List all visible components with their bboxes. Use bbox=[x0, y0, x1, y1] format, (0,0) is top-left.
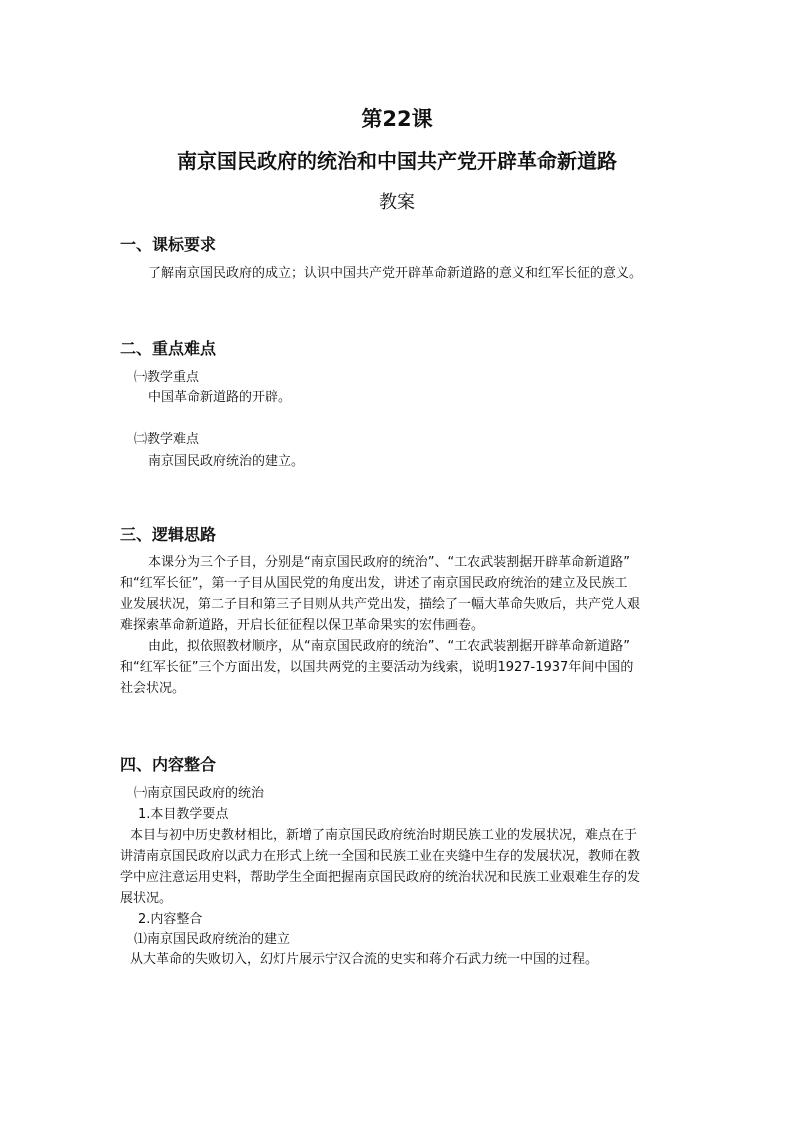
paragraph-line: 和“红军长征”三个方面出发，以国共两党的主要活动为线索，说明1927-1937年间中国的 bbox=[120, 660, 634, 675]
subheading-key-points: ㈠教学重点 bbox=[134, 370, 200, 385]
paragraph-line: 业发展状况，第二子目和第三子目则从共产党出发，描绘了一幅大革命失败后，共产党人艰 bbox=[120, 597, 641, 612]
subheading-difficult-points: ㈡教学难点 bbox=[134, 432, 200, 447]
subheading-nanjing-rule: ㈠南京国民政府的统治 bbox=[134, 786, 265, 801]
page-title: 南京国民政府的统治和中国共产党开辟革命新道路 bbox=[177, 149, 617, 173]
content-paragraph-1 bbox=[120, 825, 676, 909]
section-heading-1: 一、课标要求 bbox=[120, 235, 217, 254]
lesson-number: 第22课 bbox=[361, 107, 433, 131]
paragraph-line: 难探索革命新道路，开启长征征程以保卫革命果实的宏伟画卷。 bbox=[120, 618, 485, 633]
page-subtitle: 教案 bbox=[379, 192, 415, 213]
logic-paragraph-1 bbox=[120, 552, 676, 636]
paragraph-line: 和“红军长征”，第一子目从国民党的角度出发，讲述了南京国民政府统治的建立及民族工 bbox=[120, 576, 628, 591]
item-government-establishment: ⑴南京国民政府统治的建立 bbox=[134, 932, 291, 947]
key-points-text: 中国革命新道路的开辟。 bbox=[148, 390, 292, 405]
paragraph-line: 本课分为三个子目，分别是“南京国民政府的统治”、“工农武装割据开辟革命新道路” bbox=[148, 555, 630, 570]
paragraph-line: 由此，拟依照教材顺序，从“南京国民政府的统治”、“工农武装割据开辟革命新道路” bbox=[148, 639, 630, 654]
paragraph-line: 本目与初中历史教材相比，新增了南京国民政府统治时期民族工业的发展状况，难点在于 bbox=[130, 828, 638, 843]
section-heading-4: 四、内容整合 bbox=[120, 755, 217, 774]
logic-paragraph-2 bbox=[120, 636, 676, 699]
section-heading-3: 三、逻辑思路 bbox=[120, 525, 217, 544]
difficult-points-text: 南京国民政府统治的建立。 bbox=[148, 454, 305, 469]
paragraph-line: 展状况。 bbox=[120, 891, 173, 906]
section-1-text: 了解南京国民政府的成立；认识中国共产党开辟革命新道路的意义和红军长征的意义。 bbox=[148, 266, 643, 281]
paragraph-line: 讲清南京国民政府以武力在形式上统一全国和民族工业在夹缝中生存的发展状况，教师在教 bbox=[120, 849, 641, 864]
item-content-integration: 2.内容整合 bbox=[138, 912, 203, 927]
content-paragraph-2: 从大革命的失败切入，幻灯片展示宁汉合流的史实和蒋介石武力统一中国的过程。 bbox=[130, 952, 599, 967]
section-heading-2: 二、重点难点 bbox=[120, 339, 217, 358]
paragraph-line: 学中应注意运用史料，帮助学生全面把握南京国民政府的统治状况和民族工业艰难生存的发 bbox=[120, 870, 641, 885]
paragraph-line: 社会状况。 bbox=[120, 681, 186, 696]
item-teaching-points: 1.本目教学要点 bbox=[138, 807, 229, 822]
